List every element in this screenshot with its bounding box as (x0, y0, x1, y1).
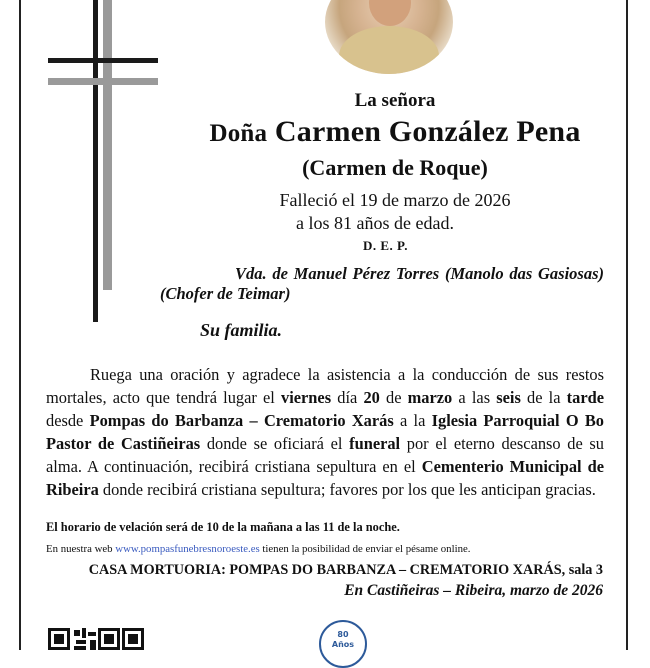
body-text-2: día (331, 388, 364, 407)
body-dia: 20 (363, 388, 380, 407)
qr-code-icon[interactable] (48, 628, 144, 650)
body-viernes: viernes (281, 388, 332, 407)
cross-icon (48, 0, 158, 325)
cross-horizontal-gray (48, 78, 158, 85)
body-text-5: de la (520, 388, 567, 407)
anniversary-seal-icon (319, 620, 367, 668)
body-text-10: donde recibirá cristiana sepultura; favores por los que les anticipan gracias. (98, 480, 596, 499)
deceased-alias: (Carmen de Roque) (302, 155, 488, 180)
body-tarde: tarde (566, 388, 604, 407)
body-iglesia: Iglesia Parroquial O Bo Pastor de Castiñeiras (46, 411, 604, 453)
name-prefix: Doña (209, 120, 268, 147)
body-seis: seis (496, 388, 521, 407)
widow-of-text: Vda. de Manuel Pérez Torres (Manolo das Gasiosas) (Chofer de Teimar) (160, 264, 604, 303)
funeral-home: CASA MORTUORIA: POMPAS DO BARBANZA – CREMATORIO XARÁS, sala 3 (88, 562, 603, 578)
body-text-7: a la (393, 411, 432, 430)
body-pompas: Pompas do Barbanza – Crematorio Xarás (89, 411, 394, 430)
body-text-1: Ruega una oración y agradece la asistencia a la conducción de sus restos mortales, acto que tendrá lugar el (46, 365, 604, 407)
body-text-9: por el eterno descanso de su alma. A continuación, recibirá cristiana sepultura en el (46, 434, 604, 476)
seal-number: 80 (337, 630, 349, 639)
cross-vertical-black (93, 0, 98, 322)
deceased-name (160, 115, 630, 149)
web-condolences (46, 543, 470, 555)
body-text-3: de (379, 388, 408, 407)
cross-vertical-gray (103, 0, 112, 290)
cross-horizontal-black (48, 58, 158, 63)
photo-shoulders (339, 26, 439, 74)
body-marzo: marzo (407, 388, 453, 407)
web-text-pre: En nuestra web (46, 543, 116, 555)
photo-face (369, 0, 411, 26)
ceremony-paragraph (46, 363, 604, 501)
dep-initials: D. E. P. (363, 238, 409, 253)
body-text-4: a las (452, 388, 497, 407)
la-senora-heading: La señora (354, 90, 436, 111)
deceased-photo (325, 0, 453, 74)
seal-word: Años (331, 640, 355, 649)
body-cementerio: Cementerio Municipal de Ribeira (46, 457, 604, 499)
body-funeral: funeral (349, 434, 401, 453)
left-border-line (19, 0, 21, 650)
death-date: Falleció el 19 de marzo de 2026 (279, 190, 511, 210)
web-link[interactable]: www.pompasfunebresnoroeste.es (115, 543, 260, 555)
web-text-post: tienen la posibilidad de enviar el pésame online. (259, 543, 471, 555)
age-at-death: a los 81 años de edad. (296, 213, 454, 233)
su-familia: Su familia. (200, 320, 283, 340)
body-text-6: desde (46, 411, 90, 430)
wake-hours: El horario de velación será de 10 de la mañana a las 11 de la noche. (46, 520, 400, 534)
name-full: Carmen González Pena (274, 115, 581, 148)
body-text-8: donde se oficiará el (200, 434, 350, 453)
place-date: En Castiñeiras – Ribeira, marzo de 2026 (344, 582, 603, 599)
